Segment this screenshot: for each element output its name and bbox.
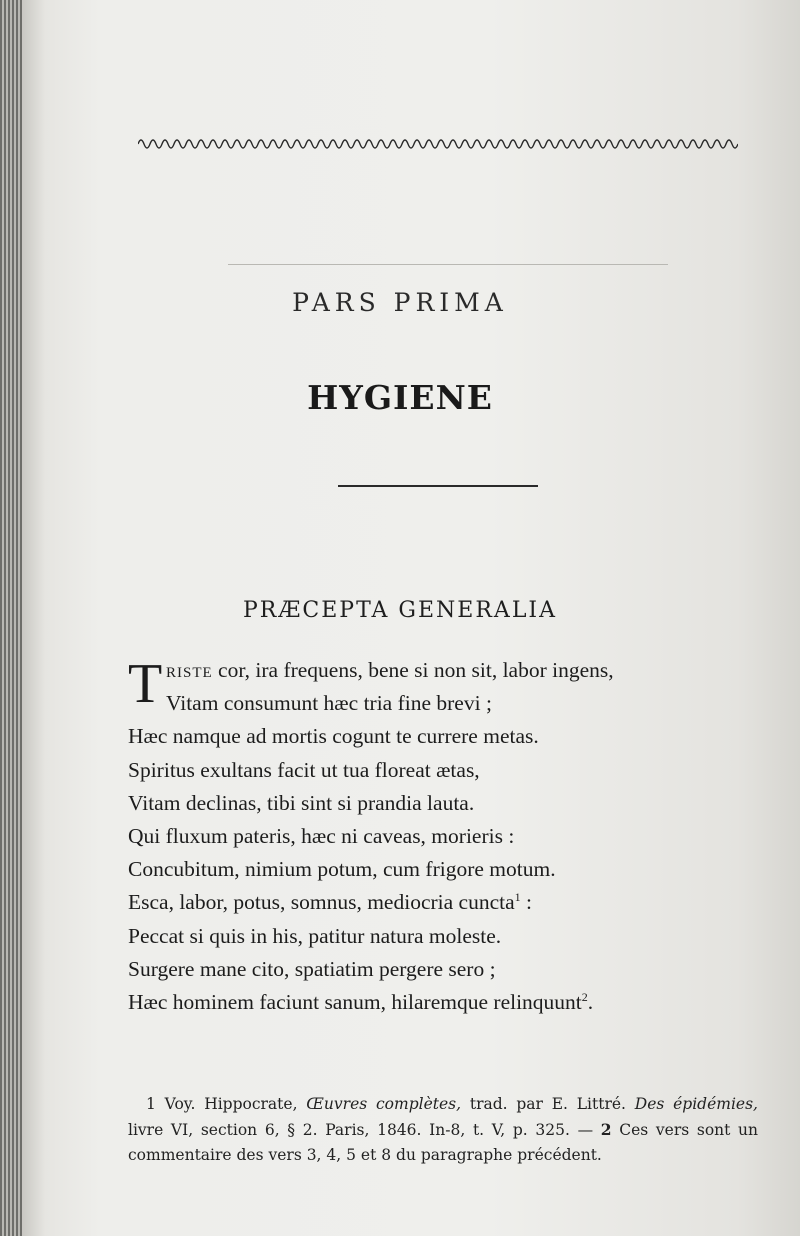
verse-line: Surgere mane cito, spatiatim pergere sero ;: [128, 956, 496, 981]
drop-cap: T: [128, 653, 163, 715]
subheading: PRÆCEPTA GENERALIA: [242, 598, 558, 623]
verse-smallcaps: RISTE: [166, 665, 213, 681]
footnote-text: livre VI, section 6, § 2. Paris, 1846. In-8, t. V, p. 325. —: [128, 1121, 601, 1139]
footnote-ref: 1: [514, 890, 521, 905]
verse-line: Hæc namque ad mortis cogunt te currere metas.: [128, 724, 539, 749]
footnote-text: Voy. Hippocrate,: [155, 1095, 307, 1113]
verse-line-text: Hæc hominem faciunt sanum, hilaremque relinquunt: [128, 989, 582, 1014]
verse-line: [128, 886, 788, 919]
verse-line-text: Esca, labor, potus, somnus, mediocria cuncta: [128, 890, 515, 915]
verse-line-tail: :: [520, 890, 532, 915]
verse-line: Concubitum, nimium potum, cum frigore motum.: [128, 857, 556, 882]
footnote-italic: Œuvres complètes,: [306, 1095, 462, 1113]
faint-rule: [228, 264, 668, 265]
verse-line: Peccat si quis in his, patitur natura moleste.: [128, 923, 502, 948]
verse-line: Vitam declinas, tibi sint si prandia lauta.: [128, 790, 475, 815]
footnote-2-marker: 2: [600, 1120, 612, 1139]
wavy-ornament-rule: [138, 134, 738, 154]
footnote-ref: 2: [581, 989, 588, 1004]
verse-line-tail: .: [587, 989, 594, 1014]
verse-block: [128, 654, 788, 1019]
footnote-text: Ces vers sont un commentaire des vers 3, 4, 5 et 8 du paragraphe précédent.: [128, 1121, 759, 1164]
verse-line: Spiritus exultans facit ut tua floreat ætas,: [128, 757, 480, 782]
part-title: PARS PRIMA: [292, 288, 508, 317]
verse-line-text: cor, ira frequens, bene si non sit, labor ingens,: [212, 658, 614, 682]
footnotes: [128, 1092, 758, 1168]
verse-line: Qui fluxum pateris, hæc ni caveas, morieris :: [128, 823, 515, 848]
verse-line: Vitam consumunt hæc tria fine brevi ;: [166, 691, 492, 716]
title-rule: [338, 485, 538, 487]
section-title: HYGIENE: [307, 378, 493, 417]
verse-line: [128, 654, 788, 687]
footnote-text: trad. par E. Littré.: [461, 1095, 635, 1113]
verse-line: [128, 986, 788, 1019]
footnote-1-marker: 1: [146, 1095, 156, 1113]
footnote-italic: Des épidémies,: [634, 1095, 758, 1113]
